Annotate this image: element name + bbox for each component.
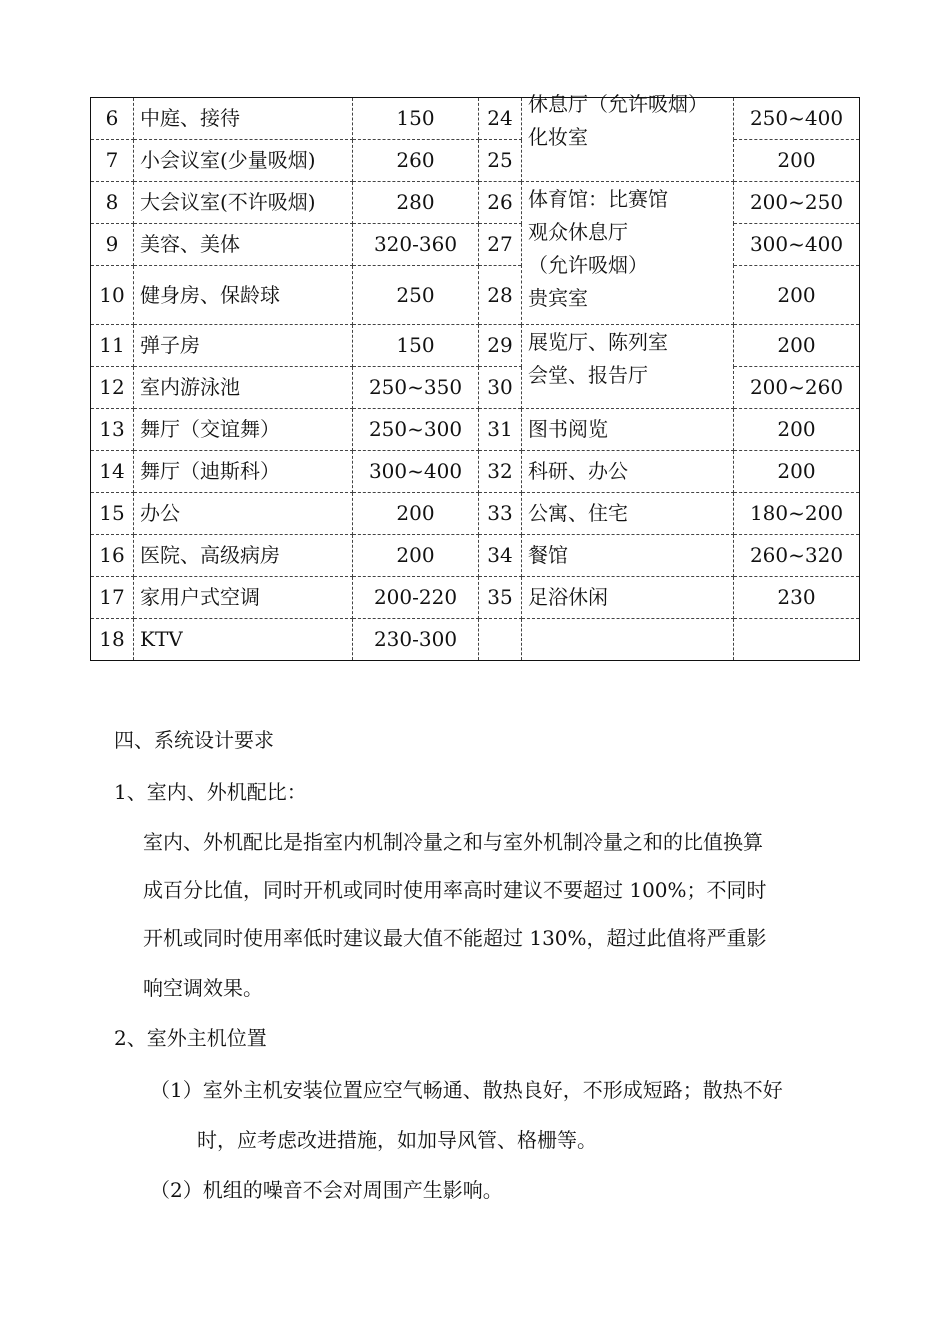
load-value: 200 — [734, 266, 860, 325]
row-number: 24 — [479, 98, 522, 140]
table-row — [91, 182, 860, 224]
row-number — [479, 619, 522, 661]
row-number: 34 — [479, 535, 522, 577]
row-number: 16 — [91, 535, 134, 577]
room-type: 休息厅（允许吸烟） — [528, 92, 708, 116]
row-number: 6 — [91, 98, 134, 140]
room-type — [522, 619, 734, 661]
row-number: 17 — [91, 577, 134, 619]
merged-room-type-26-28 — [522, 182, 734, 325]
room-type: （允许吸烟） — [528, 253, 648, 277]
table-row — [91, 140, 860, 182]
load-value: 200 — [734, 409, 860, 451]
row-number: 25 — [479, 140, 522, 182]
row-number: 12 — [91, 367, 134, 409]
row-number: 11 — [91, 325, 134, 367]
room-type: 化妆室 — [528, 125, 588, 149]
load-value: 260~320 — [734, 535, 860, 577]
room-type: 贵宾室 — [528, 286, 588, 310]
room-type: 小会议室(少量吸烟) — [134, 140, 353, 182]
load-value: 200 — [734, 140, 860, 182]
room-type: 中庭、接待 — [134, 98, 353, 140]
load-value: 250~400 — [734, 98, 860, 140]
room-type: 体育馆：比赛馆 — [528, 187, 668, 211]
load-value: 180~200 — [734, 493, 860, 535]
paragraph-line: 时，应考虑改进措施，如加导风管、格栅等。 — [197, 1128, 597, 1152]
paragraph-line: 响空调效果。 — [143, 976, 263, 1000]
room-type: 展览厅、陈列室 — [528, 330, 668, 354]
room-type: 科研、办公 — [522, 451, 734, 493]
room-type: 弹子房 — [134, 325, 353, 367]
room-type: 足浴休闲 — [522, 577, 734, 619]
room-type: 舞厅（交谊舞） — [134, 409, 353, 451]
row-number: 15 — [91, 493, 134, 535]
load-value: 200~260 — [734, 367, 860, 409]
load-value: 260 — [353, 140, 479, 182]
room-type: 餐馆 — [522, 535, 734, 577]
item1-title: 1、室内、外机配比： — [114, 780, 307, 804]
table-row — [91, 367, 860, 409]
load-value: 200 — [353, 493, 479, 535]
load-value: 250~300 — [353, 409, 479, 451]
table-row — [91, 493, 860, 535]
load-value: 200 — [734, 325, 860, 367]
load-value: 150 — [353, 98, 479, 140]
row-number: 35 — [479, 577, 522, 619]
section-heading: 四、系统设计要求 — [114, 728, 274, 752]
row-number: 13 — [91, 409, 134, 451]
paragraph-line: 室内、外机配比是指室内机制冷量之和与室外机制冷量之和的比值换算 — [143, 830, 763, 854]
row-number: 18 — [91, 619, 134, 661]
load-value: 230-300 — [353, 619, 479, 661]
load-value: 230 — [734, 577, 860, 619]
row-number: 30 — [479, 367, 522, 409]
row-number: 28 — [479, 266, 522, 325]
room-type: 观众休息厅 — [528, 220, 628, 244]
room-type: 美容、美体 — [134, 224, 353, 266]
room-type: 会堂、报告厅 — [528, 363, 648, 387]
load-value: 200 — [353, 535, 479, 577]
table-row — [91, 266, 860, 325]
paragraph-line: 开机或同时使用率低时建议最大值不能超过 130%，超过此值将严重影 — [143, 926, 767, 950]
cooling-load-table — [90, 92, 860, 661]
load-value: 200 — [734, 451, 860, 493]
load-value: 200~250 — [734, 182, 860, 224]
item2-title: 2、室外主机位置 — [114, 1026, 267, 1050]
table-row — [91, 325, 860, 367]
room-type: 大会议室(不许吸烟) — [134, 182, 353, 224]
room-type: 健身房、保龄球 — [134, 266, 353, 325]
room-type: 图书阅览 — [522, 409, 734, 451]
merged-room-type-29-30 — [522, 325, 734, 409]
row-number: 7 — [91, 140, 134, 182]
room-type: 办公 — [134, 493, 353, 535]
paragraph-line: 成百分比值，同时开机或同时使用率高时建议不要超过 100%；不同时 — [143, 878, 767, 902]
merged-room-type-24-25 — [522, 92, 734, 182]
load-value: 320-360 — [353, 224, 479, 266]
table-row — [91, 577, 860, 619]
table-row — [91, 619, 860, 661]
load-value: 200-220 — [353, 577, 479, 619]
room-type: 家用户式空调 — [134, 577, 353, 619]
room-type: 室内游泳池 — [134, 367, 353, 409]
table-row — [91, 409, 860, 451]
room-type: 舞厅（迪斯科） — [134, 451, 353, 493]
row-number: 31 — [479, 409, 522, 451]
paragraph-line: （2）机组的噪音不会对周围产生影响。 — [150, 1178, 503, 1202]
paragraph-line: （1）室外主机安装位置应空气畅通、散热良好，不形成短路；散热不好 — [150, 1078, 783, 1102]
row-number: 9 — [91, 224, 134, 266]
row-number: 33 — [479, 493, 522, 535]
load-value: 300~400 — [353, 451, 479, 493]
room-type: 医院、高级病房 — [134, 535, 353, 577]
load-value: 250~350 — [353, 367, 479, 409]
room-type: 公寓、住宅 — [522, 493, 734, 535]
row-number: 10 — [91, 266, 134, 325]
row-number: 26 — [479, 182, 522, 224]
row-number: 29 — [479, 325, 522, 367]
row-number: 27 — [479, 224, 522, 266]
load-value: 150 — [353, 325, 479, 367]
row-number: 14 — [91, 451, 134, 493]
table-row — [91, 535, 860, 577]
room-type: KTV — [134, 619, 353, 661]
load-value: 250 — [353, 266, 479, 325]
load-value: 280 — [353, 182, 479, 224]
table-row — [91, 98, 860, 140]
load-value — [734, 619, 860, 661]
row-number: 32 — [479, 451, 522, 493]
table-row — [91, 224, 860, 266]
table-row — [91, 451, 860, 493]
load-value: 300~400 — [734, 224, 860, 266]
row-number: 8 — [91, 182, 134, 224]
